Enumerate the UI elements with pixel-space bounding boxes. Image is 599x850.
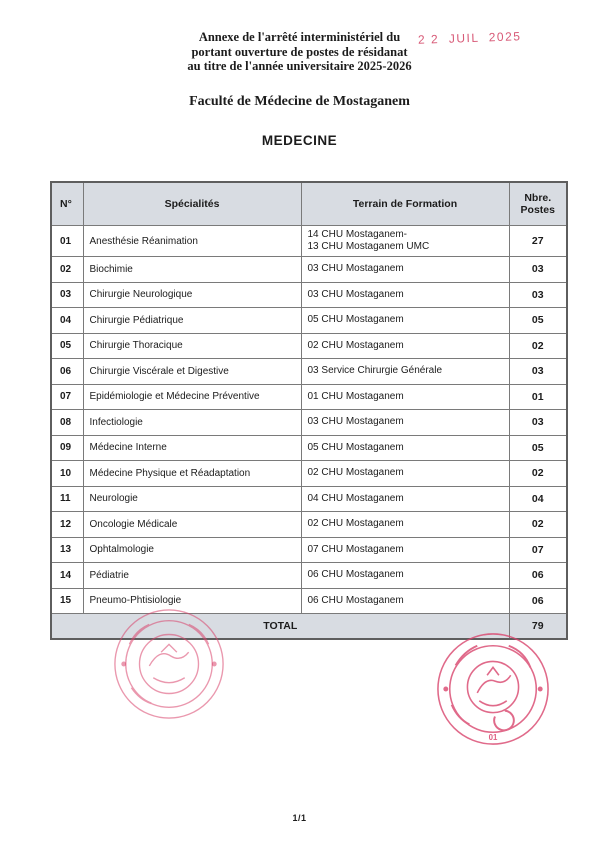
row-number: 10 bbox=[51, 461, 83, 487]
row-number: 09 bbox=[51, 435, 83, 461]
row-specialite: Pneumo-Phtisiologie bbox=[83, 588, 301, 614]
row-postes: 05 bbox=[509, 435, 567, 461]
row-number: 02 bbox=[51, 257, 83, 283]
table-row bbox=[51, 333, 567, 359]
row-number: 14 bbox=[51, 563, 83, 589]
row-postes: 03 bbox=[509, 282, 567, 308]
row-number: 01 bbox=[51, 226, 83, 257]
header-line-3: au titre de l'année universitaire 2025-2026 bbox=[187, 59, 412, 73]
table-row bbox=[51, 435, 567, 461]
row-postes: 03 bbox=[509, 359, 567, 385]
row-terrain-line1: 03 Service Chirurgie Générale bbox=[307, 365, 443, 377]
row-specialite: Neurologie bbox=[83, 486, 301, 512]
table-row bbox=[51, 410, 567, 436]
row-terrain bbox=[301, 384, 509, 410]
row-terrain-line1: 01 CHU Mostaganem bbox=[307, 390, 404, 402]
row-postes: 27 bbox=[509, 226, 567, 257]
row-postes: 02 bbox=[509, 512, 567, 538]
row-postes: 03 bbox=[509, 257, 567, 283]
row-terrain bbox=[301, 410, 509, 436]
row-terrain bbox=[301, 257, 509, 283]
row-terrain bbox=[301, 537, 509, 563]
row-postes: 06 bbox=[509, 588, 567, 614]
row-terrain-line1: 03 CHU Mostaganem bbox=[307, 416, 404, 428]
header-postes-line2: Postes bbox=[520, 204, 555, 216]
row-specialite: Ophtalmologie bbox=[83, 537, 301, 563]
row-terrain bbox=[301, 435, 509, 461]
official-seal-left-icon bbox=[110, 605, 228, 723]
row-terrain bbox=[301, 359, 509, 385]
row-number: 12 bbox=[51, 512, 83, 538]
row-terrain-line1: 02 CHU Mostaganem bbox=[307, 339, 404, 351]
row-terrain bbox=[301, 461, 509, 487]
row-terrain bbox=[301, 333, 509, 359]
section-title: MEDECINE bbox=[261, 132, 338, 148]
table-row bbox=[51, 308, 567, 334]
table-row bbox=[51, 359, 567, 385]
row-number: 03 bbox=[51, 282, 83, 308]
row-number: 11 bbox=[51, 486, 83, 512]
header-terrain: Terrain de Formation bbox=[301, 182, 509, 226]
row-terrain bbox=[301, 486, 509, 512]
row-specialite: Chirurgie Viscérale et Digestive bbox=[83, 359, 301, 385]
official-seal-right-icon bbox=[434, 630, 552, 748]
row-terrain-line1: 14 CHU Mostaganem- bbox=[307, 229, 407, 240]
table-row bbox=[51, 461, 567, 487]
row-specialite: Chirurgie Neurologique bbox=[83, 282, 301, 308]
row-terrain-line2: 13 CHU Mostaganem UMC bbox=[307, 241, 430, 252]
row-terrain-line1: 03 CHU Mostaganem bbox=[307, 263, 404, 275]
row-terrain bbox=[301, 308, 509, 334]
row-terrain-line1: 05 CHU Mostaganem bbox=[307, 441, 404, 453]
page-number: 1/1 bbox=[292, 813, 307, 823]
row-terrain bbox=[301, 563, 509, 589]
row-number: 15 bbox=[51, 588, 83, 614]
row-number: 06 bbox=[51, 359, 83, 385]
positions-table bbox=[50, 181, 568, 640]
row-postes: 03 bbox=[509, 410, 567, 436]
table-row bbox=[51, 257, 567, 283]
table-row bbox=[51, 512, 567, 538]
header-postes bbox=[509, 182, 567, 226]
row-terrain-line1: 06 CHU Mostaganem bbox=[307, 594, 404, 606]
document-header bbox=[0, 30, 599, 148]
row-number: 04 bbox=[51, 308, 83, 334]
header-num: N° bbox=[51, 182, 83, 226]
table-row bbox=[51, 282, 567, 308]
row-specialite: Chirurgie Thoracique bbox=[83, 333, 301, 359]
header-postes-line1: Nbre. bbox=[524, 192, 552, 204]
row-specialite: Pédiatrie bbox=[83, 563, 301, 589]
row-specialite: Médecine Physique et Réadaptation bbox=[83, 461, 301, 487]
header-line-1: Annexe de l'arrêté interministériel du bbox=[198, 30, 401, 44]
row-terrain bbox=[301, 512, 509, 538]
row-postes: 05 bbox=[509, 308, 567, 334]
row-terrain-line1: 02 CHU Mostaganem bbox=[307, 518, 404, 530]
table-header-row bbox=[51, 182, 567, 226]
row-specialite: Infectiologie bbox=[83, 410, 301, 436]
faculty-title: Faculté de Médecine de Mostaganem bbox=[189, 93, 410, 109]
row-specialite: Anesthésie Réanimation bbox=[83, 226, 301, 257]
header-line-2: portant ouverture de postes de résidanat bbox=[191, 44, 408, 59]
row-specialite: Oncologie Médicale bbox=[83, 512, 301, 538]
table-row bbox=[51, 563, 567, 589]
row-specialite: Biochimie bbox=[83, 257, 301, 283]
row-terrain-line1: 04 CHU Mostaganem bbox=[307, 492, 404, 504]
row-number: 07 bbox=[51, 384, 83, 410]
header-specialites: Spécialités bbox=[83, 182, 301, 226]
table-row bbox=[51, 537, 567, 563]
row-terrain-line1: 06 CHU Mostaganem bbox=[307, 569, 404, 581]
row-specialite: Médecine Interne bbox=[83, 435, 301, 461]
row-specialite: Epidémiologie et Médecine Préventive bbox=[83, 384, 301, 410]
table-row bbox=[51, 384, 567, 410]
row-postes: 01 bbox=[509, 384, 567, 410]
row-number: 13 bbox=[51, 537, 83, 563]
total-value: 79 bbox=[509, 614, 567, 640]
table-body bbox=[51, 226, 567, 614]
row-number: 08 bbox=[51, 410, 83, 436]
row-postes: 02 bbox=[509, 461, 567, 487]
row-postes: 06 bbox=[509, 563, 567, 589]
row-number: 05 bbox=[51, 333, 83, 359]
row-postes: 07 bbox=[509, 537, 567, 563]
row-terrain bbox=[301, 282, 509, 308]
row-terrain bbox=[301, 588, 509, 614]
date-stamp: 2 2 JUIL 2025 bbox=[417, 29, 522, 47]
row-terrain-line1: 05 CHU Mostaganem bbox=[307, 314, 404, 326]
total-label: TOTAL bbox=[51, 614, 509, 640]
row-terrain-line1: 03 CHU Mostaganem bbox=[307, 288, 404, 300]
row-postes: 04 bbox=[509, 486, 567, 512]
seal-number: 01 bbox=[488, 733, 498, 743]
table-row bbox=[51, 486, 567, 512]
row-specialite: Chirurgie Pédiatrique bbox=[83, 308, 301, 334]
row-terrain bbox=[301, 226, 509, 257]
row-terrain-line1: 02 CHU Mostaganem bbox=[307, 467, 404, 479]
row-terrain-line1: 07 CHU Mostaganem bbox=[307, 543, 404, 555]
row-postes: 02 bbox=[509, 333, 567, 359]
table-row bbox=[51, 226, 567, 257]
